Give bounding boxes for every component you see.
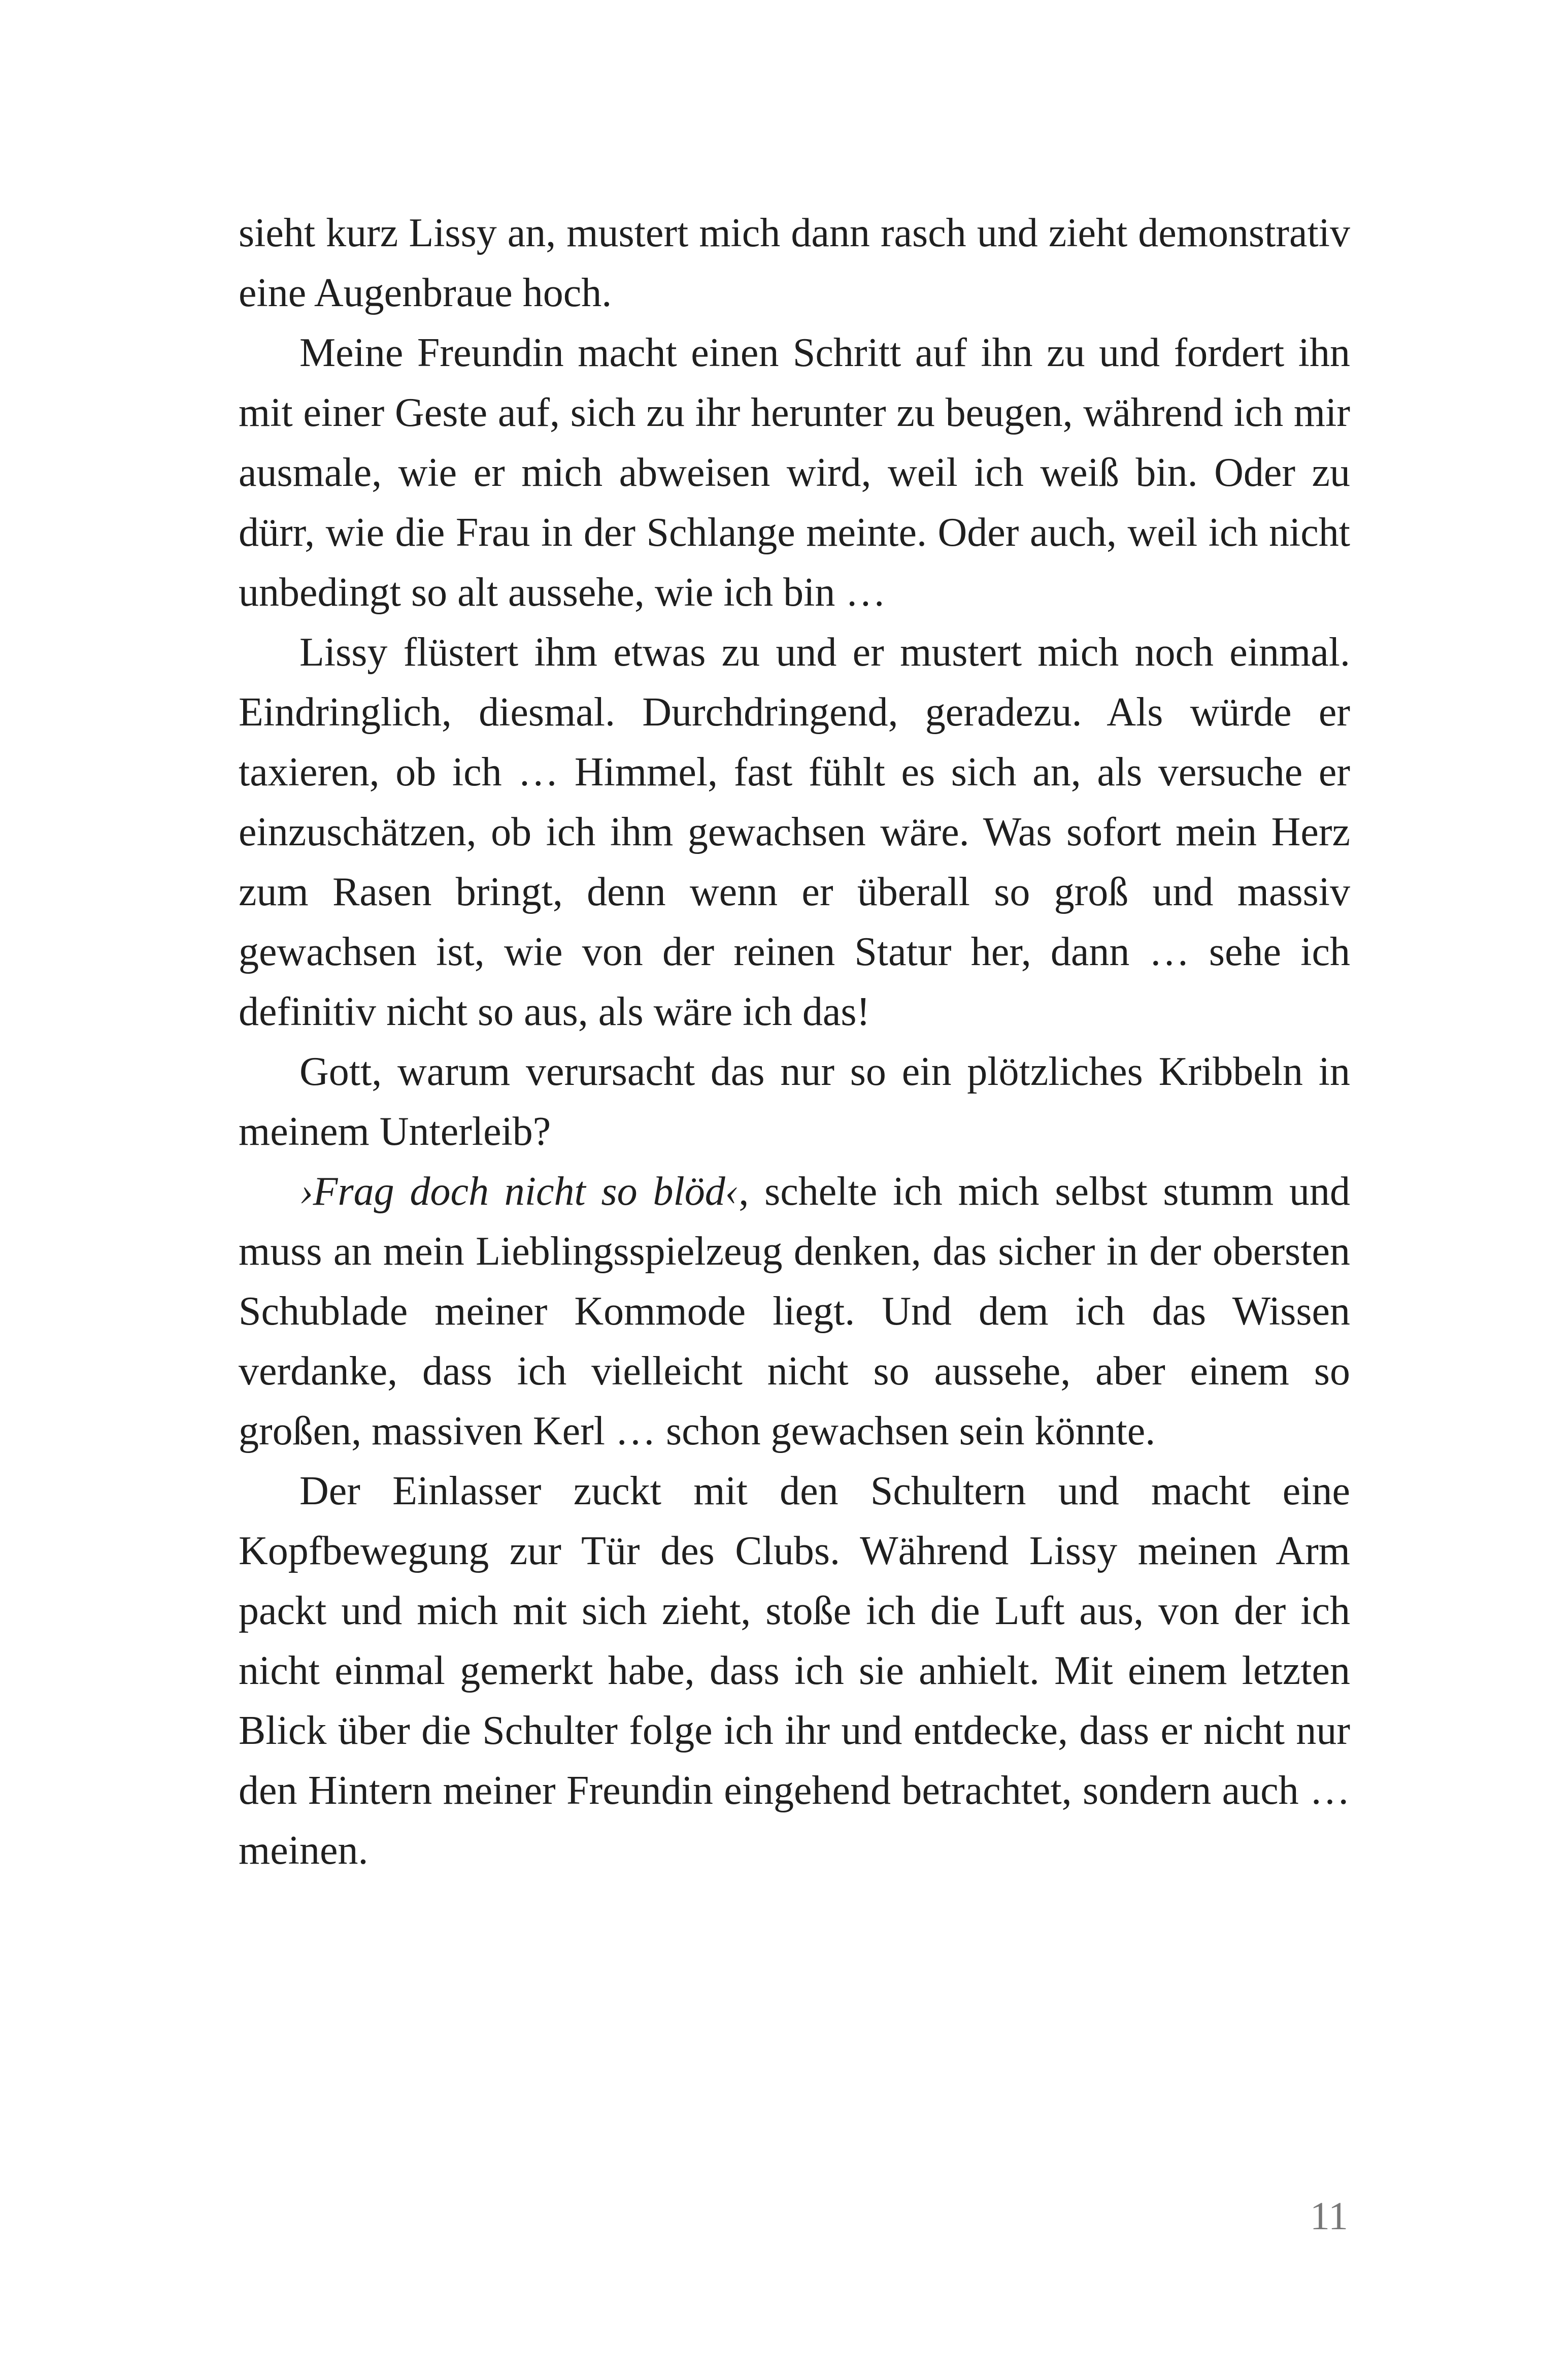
page-number: 11 (1310, 2194, 1348, 2238)
paragraph-5-text: , schelte ich mich selbst stumm und muss an mein Lieblingsspielzeug denken, das sicher in der obersten Schublade meiner Kommode liegt. Und dem ich das Wissen verdanke, dass ich vielleicht nicht so aussehe, aber einem so großen, massiven Kerl … schon gewachsen sein könnte. (239, 1169, 1350, 1453)
paragraph-1: sieht kurz Lissy an, mustert mich dann rasch und zieht demonstrativ eine Augenbraue hoch. (239, 211, 1350, 315)
paragraph-4: Gott, warum verursacht das nur so ein plötzliches Kribbeln in meinem Unterleib? (239, 1049, 1350, 1154)
paragraph-5 (239, 1162, 1350, 1461)
paragraph-2: Meine Freundin macht einen Schritt auf ihn zu und fordert ihn mit einer Geste auf, sich zu ihr herunter zu beugen, während ich mir ausmale, wie er mich abweisen wird, weil ich weiß bin. Oder zu dürr, wie die Frau in der Schlange meinte. Oder auch, weil ich nicht unbedingt so alt aussehe, wie ich bin … (239, 330, 1350, 615)
body-text (239, 203, 1350, 1880)
paragraph-3: Lissy flüstert ihm etwas zu und er mustert mich noch einmal. Eindringlich, diesmal. Durchdringend, geradezu. Als würde er taxieren, ob ich … Himmel, fast fühlt es sich an, als versuche er einzuschätzen, ob ich ihm gewachsen wäre. Was sofort mein Herz zum Rasen bringt, denn wenn er überall so groß und massiv gewachsen ist, wie von der reinen Statur her, dann … sehe ich definitiv nicht so aus, als wäre ich das! (239, 630, 1350, 1034)
italic-quote: ›Frag doch nicht so blöd‹ (299, 1169, 739, 1214)
paragraph-6: Der Einlasser zuckt mit den Schultern und macht eine Kopfbewegung zur Tür des Clubs. Während Lissy meinen Arm packt und mich mit sich zieht, stoße ich die Luft aus, von der ich nicht einmal gemerkt habe, dass ich sie anhielt. Mit einem letzten Blick über die Schulter folge ich ihr und entdecke, dass er nicht nur den Hintern meiner Freundin eingehend betrachtet, sondern auch … meinen. (239, 1469, 1350, 1873)
